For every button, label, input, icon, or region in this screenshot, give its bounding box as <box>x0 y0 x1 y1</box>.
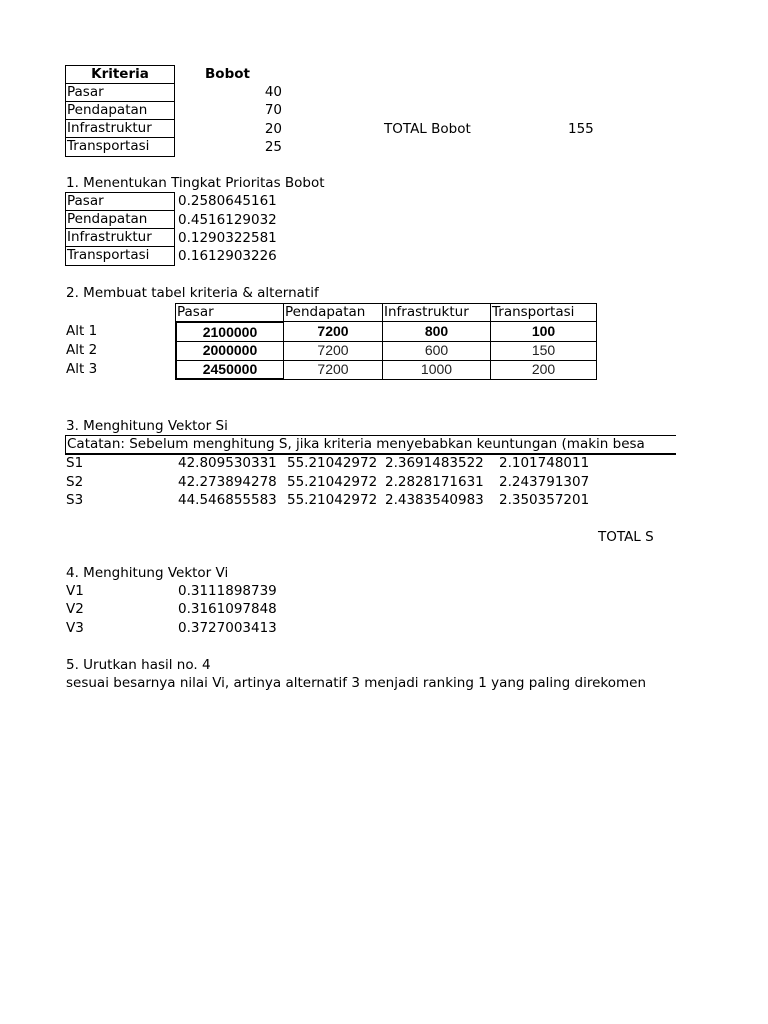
s-value: 2.243791307 <box>499 474 590 490</box>
priority-value: 0.1290322581 <box>178 230 277 246</box>
v-label: V3 <box>66 620 84 636</box>
calculation-note: Catatan: Sebelum menghitung S, jika kriteria menyebabkan keuntungan (makin besa <box>65 435 676 455</box>
total-s-label: TOTAL S <box>598 529 654 545</box>
criteria-name: Transportasi <box>65 137 175 157</box>
priority-value: 0.4516129032 <box>178 212 277 228</box>
alt-value-pendapatan: 7200 <box>283 321 383 342</box>
header-weight: Bobot <box>205 66 250 82</box>
alt-value-pendapatan: 7200 <box>283 360 383 380</box>
s-value: 44.546855583 <box>178 492 277 508</box>
alt-value-transportasi: 200 <box>490 360 597 380</box>
criteria-weight: 40 <box>264 84 282 100</box>
column-header-infrastruktur: Infrastruktur <box>382 303 491 322</box>
section-2-title: 2. Membuat tabel kriteria & alternatif <box>66 285 319 301</box>
s-value: 2.101748011 <box>499 455 590 471</box>
priority-name: Pasar <box>65 192 175 211</box>
section-5-title: 5. Urutkan hasil no. 4 <box>66 657 211 673</box>
v-value: 0.3111898739 <box>178 583 277 599</box>
priority-name: Infrastruktur <box>65 228 175 247</box>
alt-value-pasar: 2000000 <box>175 341 284 361</box>
priority-name: Transportasi <box>65 246 175 266</box>
criteria-name: Infrastruktur <box>65 119 175 138</box>
s-value: 42.809530331 <box>178 455 277 471</box>
ranking-conclusion: sesuai besarnya nilai Vi, artinya alternatif 3 menjadi ranking 1 yang paling direkomen <box>66 675 647 691</box>
priority-value: 0.2580645161 <box>178 193 277 209</box>
alt-label: Alt 3 <box>66 361 98 377</box>
criteria-weight: 20 <box>264 121 282 137</box>
s-value: 2.4383540983 <box>385 492 484 508</box>
s-value: 42.273894278 <box>178 474 277 490</box>
alt-value-infrastruktur: 1000 <box>382 360 491 380</box>
priority-value: 0.1612903226 <box>178 248 277 264</box>
section-3-title: 3. Menghitung Vektor Si <box>66 418 228 434</box>
alt-value-pasar: 2100000 <box>175 321 284 342</box>
section-1-title: 1. Menentukan Tingkat Prioritas Bobot <box>66 175 325 191</box>
total-weight-value: 155 <box>568 121 594 137</box>
section-4-title: 4. Menghitung Vektor Vi <box>66 565 229 581</box>
s-value: 2.2828171631 <box>385 474 484 490</box>
s-value: 55.21042972 <box>287 492 378 508</box>
s-label: S1 <box>66 455 84 471</box>
alt-label: Alt 2 <box>66 342 98 358</box>
s-label: S2 <box>66 474 84 490</box>
alt-value-pasar: 2450000 <box>175 360 284 380</box>
total-weight-label: TOTAL Bobot <box>384 121 471 137</box>
alt-value-infrastruktur: 600 <box>382 341 491 361</box>
v-value: 0.3727003413 <box>178 620 277 636</box>
header-criteria: Kriteria <box>65 65 175 84</box>
v-label: V1 <box>66 583 84 599</box>
v-label: V2 <box>66 601 84 617</box>
alt-value-pendapatan: 7200 <box>283 341 383 361</box>
alt-value-transportasi: 150 <box>490 341 597 361</box>
criteria-weight: 70 <box>264 102 282 118</box>
v-value: 0.3161097848 <box>178 601 277 617</box>
priority-name: Pendapatan <box>65 210 175 229</box>
s-label: S3 <box>66 492 84 508</box>
column-header-transportasi: Transportasi <box>490 303 597 322</box>
criteria-weight: 25 <box>264 139 282 155</box>
s-value: 55.21042972 <box>287 455 378 471</box>
alt-label: Alt 1 <box>66 323 98 339</box>
alt-value-infrastruktur: 800 <box>382 321 491 342</box>
s-value: 2.3691483522 <box>385 455 484 471</box>
s-value: 55.21042972 <box>287 474 378 490</box>
s-value: 2.350357201 <box>499 492 590 508</box>
criteria-name: Pendapatan <box>65 101 175 120</box>
alt-value-transportasi: 100 <box>490 321 597 342</box>
criteria-name: Pasar <box>65 83 175 102</box>
column-header-pendapatan: Pendapatan <box>283 303 383 322</box>
column-header-pasar: Pasar <box>175 303 284 322</box>
